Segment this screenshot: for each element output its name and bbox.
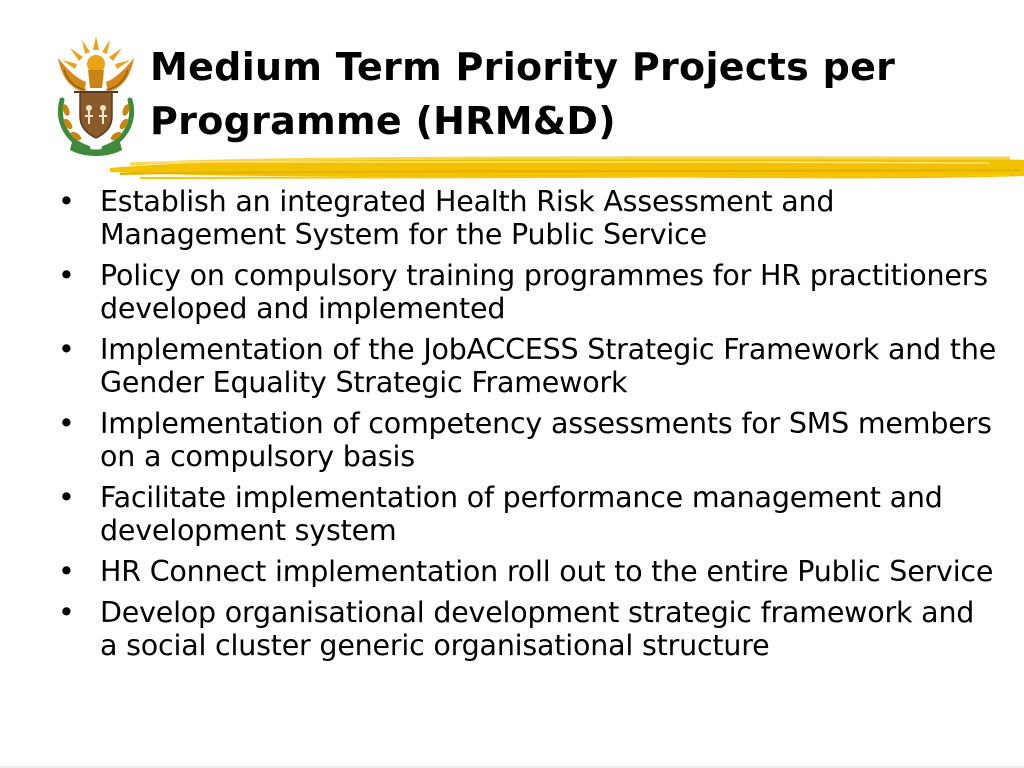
- slide-title: [150, 40, 1020, 148]
- title-line-2: Programme (HRM&D): [150, 99, 616, 143]
- title-underline-brush: [110, 150, 1024, 184]
- list-item: [58, 596, 998, 662]
- list-item: [58, 407, 998, 473]
- list-item: [58, 333, 998, 399]
- title-line-1: Medium Term Priority Projects per: [150, 45, 896, 89]
- list-item-text: Policy on compulsory training programmes for HR practitioners developed and implemented: [100, 259, 988, 325]
- list-item-text: HR Connect implementation roll out to the entire Public Service: [100, 555, 994, 588]
- bullet-marker: •: [58, 481, 75, 514]
- coat-of-arms-icon: [48, 30, 144, 160]
- list-item: [58, 185, 998, 251]
- list-item-text: Facilitate implementation of performance management and development system: [100, 481, 943, 547]
- bullet-marker: •: [58, 555, 75, 588]
- bullet-list: [58, 185, 998, 670]
- list-item: [58, 481, 998, 547]
- list-item-text: Implementation of competency assessments for SMS members on a compulsory basis: [100, 407, 992, 473]
- bullet-marker: •: [58, 596, 75, 629]
- bullet-marker: •: [58, 259, 75, 292]
- bullet-marker: •: [58, 185, 75, 218]
- list-item: [58, 555, 998, 588]
- list-item: [58, 259, 998, 325]
- list-item-text: Establish an integrated Health Risk Assessment and Management System for the Public Service: [100, 185, 835, 251]
- list-item-text: Implementation of the JobACCESS Strategic Framework and the Gender Equality Strategic Framework: [100, 333, 997, 399]
- bullet-marker: •: [58, 407, 75, 440]
- bullet-marker: •: [58, 333, 75, 366]
- list-item-text: Develop organisational development strategic framework and a social cluster generic organisational structure: [100, 596, 975, 662]
